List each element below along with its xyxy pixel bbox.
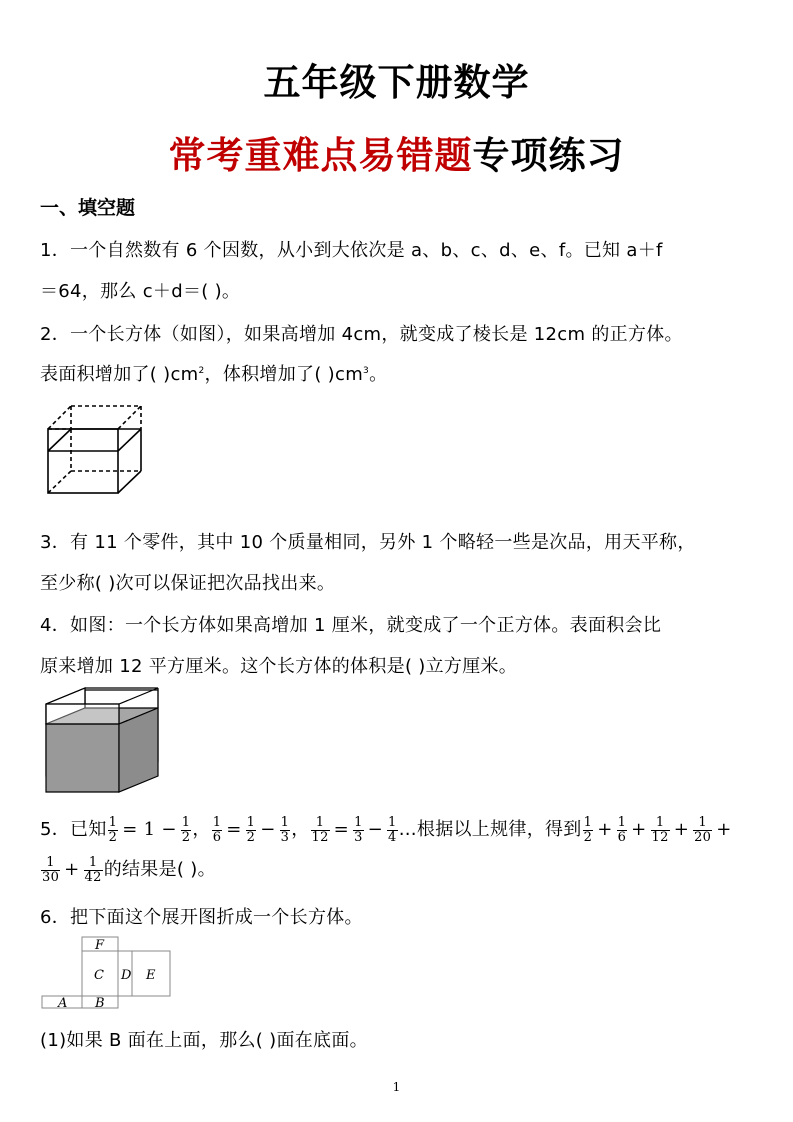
fraction: $\frac{1}{2}$ — [108, 814, 118, 845]
q1-line2: ＝64，那么 c＋d＝( )。 — [40, 281, 241, 302]
page-title: 五年级下册数学 — [263, 61, 530, 104]
page-subtitle — [0, 125, 793, 179]
q5-suffix: 的结果是( )。 — [103, 859, 216, 880]
q2-sup-b: 3 — [363, 366, 370, 376]
q2-line2 — [40, 360, 387, 386]
fraction: $\frac{1}{12}$ — [311, 814, 329, 845]
q3-line2: 至少称( )次可以保证把次品找出来。 — [40, 573, 336, 594]
fraction: $\frac{1}{6}$ — [617, 814, 627, 845]
cuboid-front-face — [46, 724, 119, 792]
q6-sub1: (1)如果 B 面在上面，那么( )面在底面。 — [40, 1030, 368, 1051]
q4-line2: 原来增加 12 平方厘米。这个长方体的体积是( )立方厘米。 — [40, 656, 518, 677]
net-label-b: B — [95, 996, 105, 1011]
q2-part-a: 表面积增加了( )cm — [40, 364, 199, 385]
net-label-c: C — [94, 968, 104, 983]
q2-line1: 2．一个长方体（如图），如果高增加 4cm，就变成了棱长是 12cm 的正方体。 — [40, 324, 683, 345]
page-number: 1 — [392, 1080, 401, 1094]
section-heading: 一、填空题 — [40, 197, 136, 219]
q5-line1: 5．已知 $\frac{1}{2}$ = 1 − $\frac{1}{2}$ ， $\frac{1}{6}$ = $\frac{1}{2}$ − $\frac{1}{3}$ ， $\frac{1}{12}$ = $\frac{1}{3}$ − $\frac{1}{4}$ …根据以上规律，得到 $\frac{1}{2}$ + $\frac{1}{6}$ + $\frac{1}{12}$ + $\frac{1}{20}$ + — [40, 814, 732, 845]
q5-line2: $\frac{1}{30}$ + $\frac{1}{42}$ 的结果是( )。 — [42, 854, 216, 885]
q6-line1: 6．把下面这个展开图折成一个长方体。 — [40, 907, 363, 928]
cuboid-extension-figure — [40, 400, 150, 500]
fraction: $\frac{1}{12}$ — [651, 814, 669, 845]
q2-part-b: ，体积增加了( )cm — [204, 364, 364, 385]
fraction: $\frac{1}{20}$ — [694, 814, 712, 845]
cuboid-net-diagram — [40, 936, 180, 1011]
q4-line1: 4．如图：一个长方体如果高增加 1 厘米，就变成了一个正方体。表面积会比 — [40, 615, 662, 636]
fraction: $\frac{1}{30}$ — [42, 854, 60, 885]
net-label-a: A — [58, 996, 68, 1011]
cuboid-grey-figure — [40, 686, 165, 796]
q2-sup-a: 2 — [198, 366, 205, 376]
subtitle-rest: 专项练习 — [472, 134, 625, 177]
q5-prefix: 5．已知 — [40, 819, 107, 840]
fraction: $\frac{1}{2}$ — [246, 814, 256, 845]
fraction: $\frac{1}{3}$ — [280, 814, 290, 845]
fraction: $\frac{1}{6}$ — [212, 814, 222, 845]
q3-line1: 3．有 11 个零件，其中 10 个质量相同，另外 1 个略轻一些是次品，用天平称， — [40, 532, 696, 553]
subtitle-highlight: 常考重难点易错题 — [168, 134, 473, 177]
net-label-f: F — [95, 938, 105, 953]
fraction: $\frac{1}{42}$ — [84, 854, 102, 885]
fraction: $\frac{1}{2}$ — [583, 814, 593, 845]
q2-part-c: 。 — [369, 364, 388, 385]
net-label-d: D — [121, 968, 132, 983]
q5-cont: …根据以上规律，得到 — [398, 819, 582, 840]
fraction: $\frac{1}{4}$ — [388, 814, 397, 845]
fraction: $\frac{1}{2}$ — [181, 814, 191, 845]
fraction: $\frac{1}{3}$ — [354, 814, 363, 845]
net-label-e: E — [146, 968, 156, 983]
q1-line1: 1．一个自然数有 6 个因数，从小到大依次是 a、b、c、d、e、f。已知 a＋f — [40, 240, 663, 261]
